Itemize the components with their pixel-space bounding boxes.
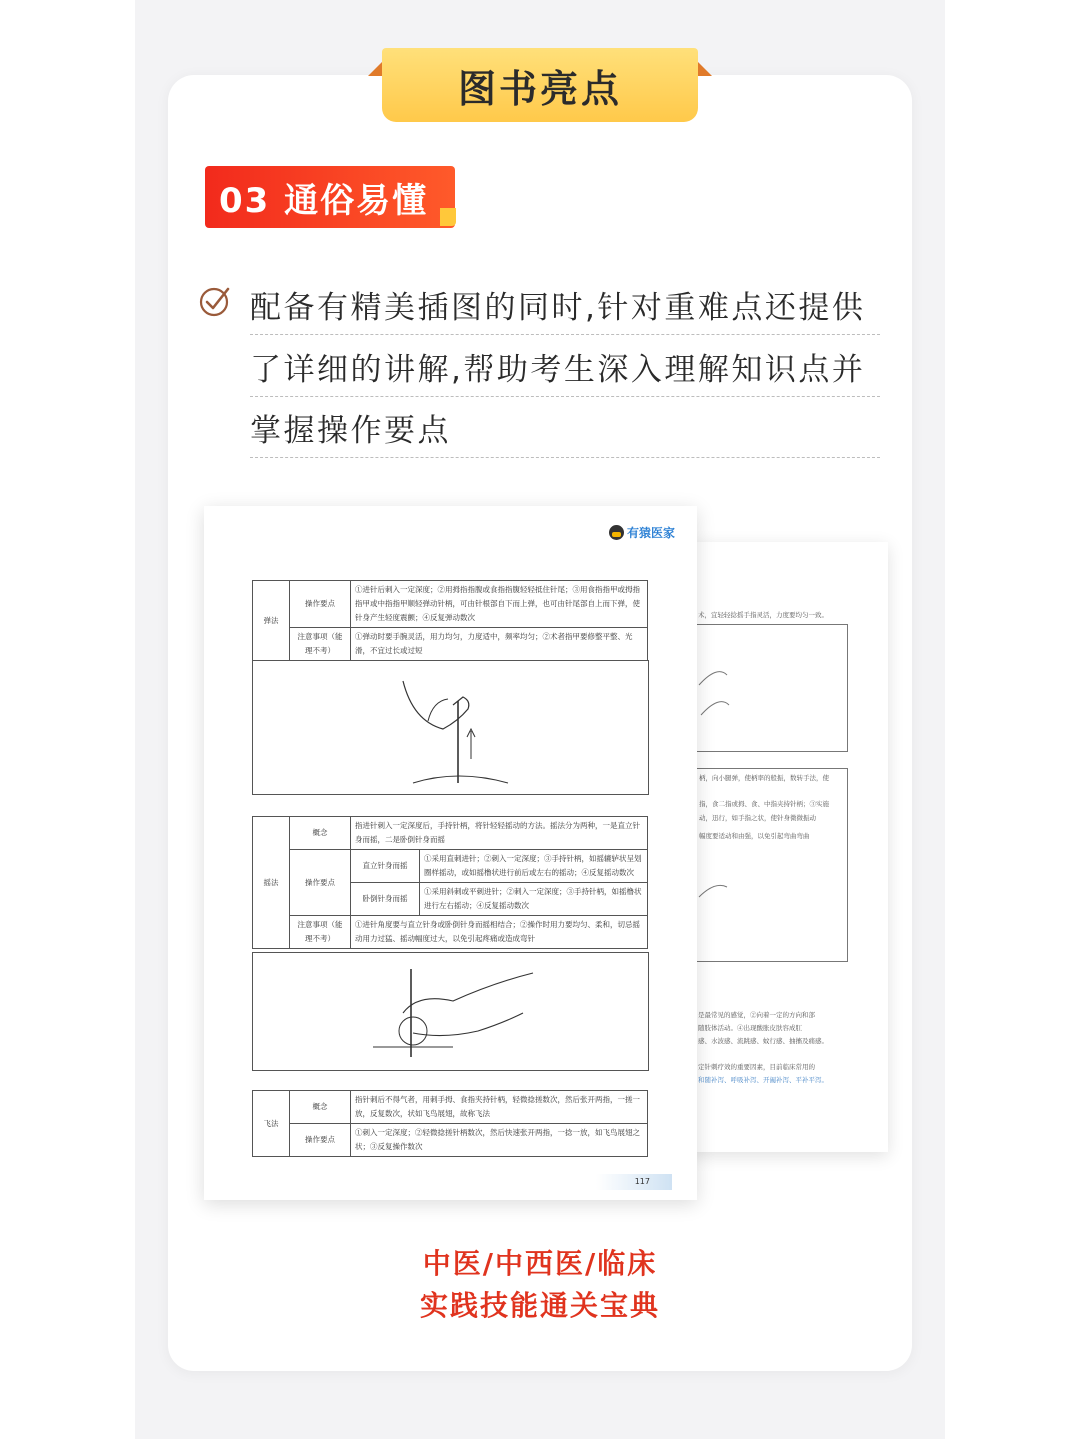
hand-illustration-icon (697, 769, 847, 961)
row-label: 注意事项（能理不考） (290, 916, 351, 949)
back-page-text: 感、水波感、流跳感、蚊行感、抽搐及痛感。 (698, 1037, 828, 1045)
footer-line-1: 中医/中西医/临床 (422, 1247, 658, 1280)
row-label: 概念 (290, 1091, 351, 1124)
row-text: ①刺入一定深度；②轻微捻搓针柄数次，然后快速张开两指，一捻一放，如飞鸟展翅之状；③反复操作数次 (351, 1124, 648, 1157)
back-book-page (690, 542, 888, 1152)
row-text: 指针刺后不得气者，用刺手拇、食指夹持针柄，轻微捻搓数次，然后张开两指，一搓一放，反复数次，状如飞鸟展翅，故称飞法 (351, 1091, 648, 1124)
back-page-text: 定针刺疗效的重要因素，目前临床常用的 (698, 1063, 815, 1071)
logo-text: 有猿医家 (626, 526, 675, 540)
back-page-text: 幅度要适动和由强，以免引起弯曲弯曲 (699, 832, 810, 840)
publisher-logo (609, 524, 675, 541)
row-label: 注意事项（能理不考） (290, 628, 351, 661)
left-margin (0, 0, 135, 1439)
shake-figure (252, 952, 649, 1071)
back-page-text: 动，迅行，如手指之状，使针身微微振动 (699, 814, 816, 822)
row-text: ①采用斜刺或平刺进针；②刺入一定深度；③手持针柄，如摇橹状进行左右摇动；④反复摇动数次 (420, 883, 648, 916)
needle-shake-illustration-icon (253, 953, 648, 1070)
back-page-text: 和随补泻、呼吸补泻、开阖补泻、平补平泻。 (698, 1076, 828, 1084)
row-text: ①弹动时要手腕灵活，用力均匀，力度适中，频率均匀；②术者指甲要修整平整、光滑，不宜过长或过短 (351, 628, 648, 661)
footer-line-2: 实践技能通关宝典 (419, 1289, 660, 1322)
check-circle-icon (197, 283, 233, 319)
page-number: 117 (596, 1174, 672, 1190)
row-text: ①进针后刺入一定深度；②用拇指指腹或食指指腹轻轻抵住针尾；③用食指指甲或拇指指甲或中指指甲顺轻弹动针柄，可由针根部自下而上弹，也可由针尾部自上而下弹，使针身产生轻度震颤；④反复弹动数次 (351, 581, 648, 628)
back-page-figure (696, 624, 848, 752)
method-name: 飞法 (253, 1091, 290, 1157)
front-book-page (204, 506, 697, 1200)
back-page-text: 随肢体活动。④出现酸胀皮肤容成肛 (698, 1024, 802, 1032)
back-page-text: 柄，向小腿弹，使柄率的般振，数转手法，使 (699, 774, 829, 782)
intro-line-1: 配备有精美插图的同时,针对重难点还提供 (250, 282, 880, 335)
hand-illustration-icon (697, 625, 847, 751)
row-label: 操作要点 (290, 581, 351, 628)
back-page-text: 指，食二指或拇、食、中指夹持针柄；③实施 (699, 800, 829, 808)
highlight-banner (368, 48, 712, 124)
method-name: 摇法 (253, 817, 290, 949)
needle-flick-illustration-icon (253, 661, 648, 794)
sub-label: 直立针身而摇 (351, 850, 420, 883)
row-text: ①进针角度要与直立针身或卧倒针身而摇相结合；②操作时用力要均匀、柔和，切忌摇动用力过猛、摇动幅度过大，以免引起疼痛或造成弯针 (351, 916, 648, 949)
back-page-table (696, 768, 848, 962)
row-label: 操作要点 (290, 1124, 351, 1157)
intro-line-3: 掌握操作要点 (250, 405, 880, 458)
row-label: 操作要点 (290, 850, 351, 916)
banner-title: 图书亮点 (382, 48, 698, 122)
section-tag: 03 通俗易懂 (205, 166, 455, 228)
back-page-text: 是最常见的感觉，②向着一定的方向和部 (698, 1011, 815, 1019)
table-shake-method (252, 816, 648, 949)
intro-line-2: 了详细的讲解,帮助考生深入理解知识点并 (250, 344, 880, 397)
section-tag-corner (440, 208, 456, 226)
row-text: ①采用直刺进针；②刺入一定深度；③手持针柄，如摇辘轳状呈划圈样摇动，或如摇橹状进行前后或左右的摇动；④反复摇动数次 (420, 850, 648, 883)
flick-figure (252, 660, 649, 795)
table-flick-method (252, 580, 648, 661)
monkey-logo-icon (609, 525, 624, 540)
table-fly-method (252, 1090, 648, 1157)
back-page-text: 术，宜轻轻捻摇手指灵活，力度要均匀一致。 (698, 611, 828, 619)
row-text: 指进针刺入一定深度后，手持针柄，将针轻轻摇动的方法。摇法分为两种，一是直立针身而摇，二是卧倒针身而摇 (351, 817, 648, 850)
sub-label: 卧倒针身而摇 (351, 883, 420, 916)
method-name: 弹法 (253, 581, 290, 661)
right-margin (945, 0, 1080, 1439)
row-label: 概念 (290, 817, 351, 850)
